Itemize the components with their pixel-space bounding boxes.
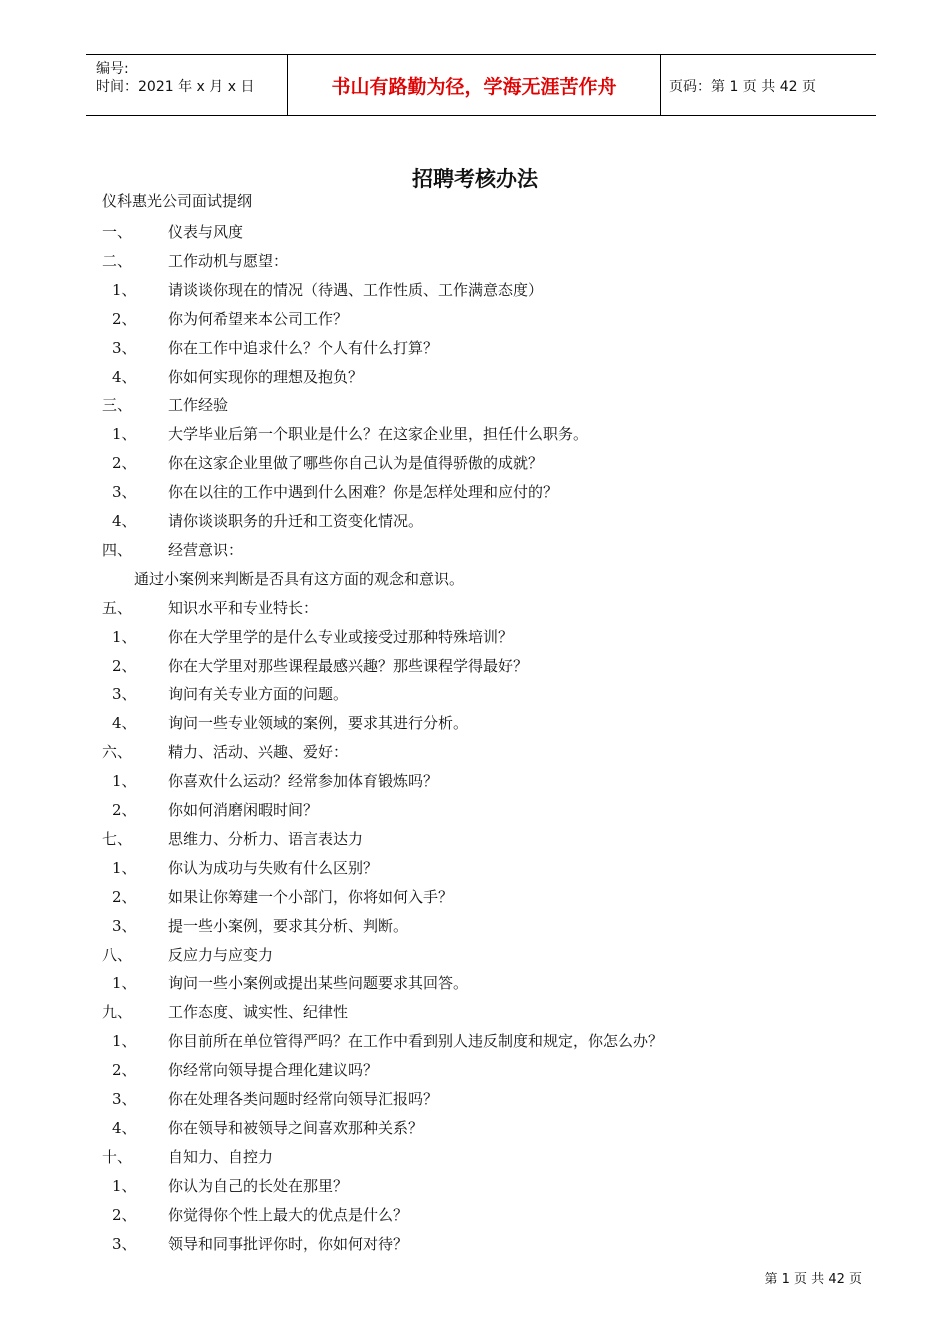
outline-text: 你在这家企业里做了哪些你自己认为是值得骄傲的成就？: [168, 454, 544, 473]
outline-number: 六、: [102, 743, 133, 762]
header-left-cell: [86, 55, 287, 115]
outline-number: 3、: [112, 483, 137, 502]
outline-number: 四、: [102, 540, 133, 559]
outline-text: 领导和同事批评你时，你如何对待？: [168, 1234, 409, 1253]
outline-text: 你在工作中追求什么？个人有什么打算？: [168, 338, 439, 357]
outline-text: 工作态度、诚实性、纪律性: [168, 1003, 349, 1022]
outline-text: 如果让你筹建一个小部门，你将如何入手？: [168, 887, 454, 906]
outline-number: 十、: [102, 1147, 133, 1166]
outline-number: 1、: [112, 425, 137, 444]
outline-text: 询问有关专业方面的问题。: [168, 685, 349, 704]
outline-text: 仪表与风度: [168, 223, 244, 241]
outline-number: 1、: [112, 280, 137, 299]
outline-text: 请谈谈你现在的情况（待遇、工作性质、工作满意态度）: [168, 280, 544, 299]
outline-text: 询问一些专业领域的案例，要求其进行分析。: [168, 714, 469, 733]
header-middle-cell: [287, 55, 661, 115]
outline-text: 知识水平和专业特长：: [168, 598, 319, 617]
outline-number: 4、: [112, 714, 137, 733]
outline-text: 你在大学里学的是什么专业或接受过那种特殊培训？: [168, 627, 514, 646]
outline-number: 1、: [112, 858, 137, 877]
outline-number: 1、: [112, 627, 137, 646]
outline-text: 工作经验: [168, 396, 229, 415]
outline-text: 你经常向领导提合理化建议吗？: [168, 1061, 379, 1080]
outline-text: 大学毕业后第一个职业是什么？在这家企业里，担任什么职务。: [168, 425, 589, 444]
outline-number: 3、: [112, 1090, 137, 1108]
outline-text: 询问一些小案例或提出某些问题要求其回答。: [168, 974, 469, 993]
outline-number: 3、: [112, 1234, 137, 1253]
outline-number: 2、: [112, 454, 137, 473]
outline-text: 你如何实现你的理想及抱负？: [168, 367, 364, 386]
outline-text: 你目前所在单位管得严吗？在工作中看到别人违反制度和规定，你怎么办？: [168, 1032, 664, 1051]
outline-number: 3、: [112, 685, 137, 704]
outline-text: 你在领导和被领导之间喜欢那种关系？: [168, 1118, 424, 1137]
outline-number: 1、: [112, 1176, 137, 1195]
outline-text: 你为何希望来本公司工作？: [168, 309, 349, 328]
outline-text: 提一些小案例，要求其分析、判断。: [168, 916, 409, 935]
outline-text: 精力、活动、兴趣、爱好：: [168, 743, 349, 762]
doc-time-label: 时间：2021 年 x 月 x 日: [96, 79, 255, 95]
outline-number: 一、: [102, 223, 133, 241]
outline-text: 你在大学里对那些课程最感兴趣？那些课程学得最好？: [168, 656, 529, 675]
outline-number: 1、: [112, 1032, 137, 1051]
outline-text: 你认为自己的长处在那里？: [168, 1176, 349, 1195]
outline-text: 你喜欢什么运动？经常参加体育锻炼吗？: [168, 772, 439, 791]
page-footer: 第 1 页 共 42 页: [764, 1272, 862, 1287]
header-right-cell: [661, 55, 876, 115]
outline-number: 2、: [112, 1061, 137, 1080]
document-header: [86, 54, 876, 116]
outline-number: 2、: [112, 887, 137, 906]
outline-number: 九、: [102, 1003, 133, 1022]
outline-number: 三、: [102, 396, 133, 415]
outline-number: 2、: [112, 656, 137, 675]
outline-number: 七、: [102, 829, 133, 848]
outline-text: 工作动机与愿望：: [168, 251, 289, 270]
outline-text: 思维力、分析力、语言表达力: [168, 829, 364, 848]
header-motto: 书山有路勤为径，学海无涯苦作舟: [331, 76, 617, 98]
outline-text: 经营意识：: [168, 540, 244, 559]
header-page-label: 页码：第 1 页 共 42 页: [669, 79, 816, 95]
outline-number: 1、: [112, 772, 137, 791]
outline-text: 通过小案例来判断是否具有这方面的观念和意识。: [134, 569, 465, 588]
document-subtitle: 仪科惠光公司面试提纲: [102, 192, 253, 210]
outline-number: 二、: [102, 251, 133, 270]
outline-text: 你觉得你个性上最大的优点是什么？: [168, 1205, 409, 1224]
outline-text: 你认为成功与失败有什么区别？: [168, 858, 379, 877]
outline-text: 你如何消磨闲暇时间？: [168, 801, 319, 819]
outline-text: 自知力、自控力: [168, 1147, 274, 1166]
doc-number-label: 编号:: [96, 61, 129, 77]
outline-number: 4、: [112, 367, 137, 386]
outline-number: 2、: [112, 1205, 137, 1224]
outline-text: 你在以往的工作中遇到什么困难？你是怎样处理和应付的？: [168, 483, 559, 502]
outline-number: 2、: [112, 801, 137, 819]
outline-number: 3、: [112, 338, 137, 357]
outline-text: 你在处理各类问题时经常向领导汇报吗？: [168, 1090, 439, 1108]
outline-text: 请你谈谈职务的升迁和工资变化情况。: [168, 512, 424, 530]
document-title: 招聘考核办法: [412, 166, 538, 191]
outline-text: 反应力与应变力: [168, 945, 274, 964]
outline-number: 4、: [112, 1118, 137, 1137]
outline-number: 八、: [102, 945, 133, 964]
outline-number: 五、: [102, 598, 133, 617]
outline-number: 1、: [112, 974, 137, 993]
outline-number: 3、: [112, 916, 137, 935]
outline-number: 4、: [112, 512, 137, 530]
outline-number: 2、: [112, 309, 137, 328]
